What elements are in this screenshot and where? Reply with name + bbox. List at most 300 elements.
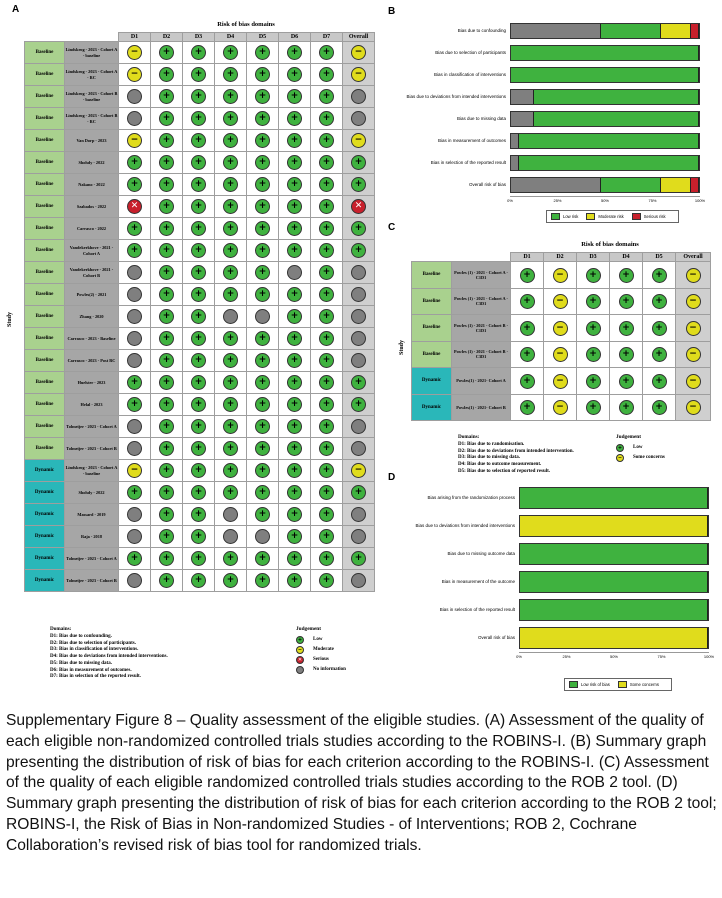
domain-judgement-cell xyxy=(311,548,343,570)
table-row xyxy=(412,368,711,395)
some-judgement-icon: − xyxy=(686,374,701,389)
low-judgement-icon: + xyxy=(287,331,302,346)
low-judgement-icon: + xyxy=(319,353,334,368)
x-tick-label: 75% xyxy=(648,198,657,203)
study-name-cell: Lindskrog - 2023 - Cohort A - baseline xyxy=(65,42,119,64)
domain-judgement-cell xyxy=(119,482,151,504)
stacked-bar xyxy=(519,627,709,649)
legend-swatch xyxy=(586,213,595,220)
low-judgement-icon: + xyxy=(159,155,174,170)
domain-judgement-cell xyxy=(311,130,343,152)
low-judgement-icon: + xyxy=(191,529,206,544)
domain-judgement-cell xyxy=(311,174,343,196)
domain-judgement-cell xyxy=(151,64,183,86)
domain-header-d1: D1 xyxy=(511,253,544,262)
category-label: Bias due to missing data xyxy=(456,116,506,121)
domain-judgement-cell xyxy=(247,372,279,394)
domain-judgement-cell xyxy=(119,416,151,438)
judgement-legend-label: Low xyxy=(633,444,643,450)
low-judgement-icon: + xyxy=(619,347,634,362)
moderate-judgement-icon: − xyxy=(127,45,142,60)
low-judgement-icon: + xyxy=(619,294,634,309)
study-name-cell: Powles(2) - 2021 xyxy=(65,284,119,306)
low-judgement-icon: + xyxy=(255,441,270,456)
low-judgement-icon: + xyxy=(652,268,667,283)
low-judgement-icon: + xyxy=(191,375,206,390)
low-judgement-icon: + xyxy=(319,89,334,104)
panel-a-legend-title: Domains: xyxy=(50,626,72,632)
low-judgement-icon: + xyxy=(223,419,238,434)
domain-judgement-cell xyxy=(151,416,183,438)
panel-a-y-axis-label: Study xyxy=(7,311,13,327)
domain-judgement-cell xyxy=(643,368,676,395)
overall-judgement-cell xyxy=(343,64,375,86)
noinfo-judgement-icon xyxy=(127,331,142,346)
low-judgement-icon: + xyxy=(319,551,334,566)
moderate-judgement-icon: − xyxy=(297,647,303,653)
domain-judgement-cell xyxy=(183,548,215,570)
low-judgement-icon: + xyxy=(287,67,302,82)
moderate-judgement-icon: − xyxy=(351,133,366,148)
low-judgement-icon: + xyxy=(159,331,174,346)
domain-judgement-cell xyxy=(119,42,151,64)
table-row xyxy=(25,196,375,218)
domain-judgement-cell xyxy=(215,416,247,438)
low-judgement-icon: + xyxy=(652,294,667,309)
low-judgement-icon: + xyxy=(319,485,334,500)
noinfo-judgement-icon xyxy=(351,419,366,434)
noinfo-judgement-icon xyxy=(223,507,238,522)
domain-judgement-cell xyxy=(279,526,311,548)
domain-judgement-cell xyxy=(151,504,183,526)
table-row xyxy=(25,262,375,284)
domain-judgement-cell xyxy=(279,196,311,218)
overall-judgement-cell xyxy=(343,328,375,350)
low-judgement-icon: + xyxy=(159,199,174,214)
bar-segment xyxy=(661,24,691,38)
domain-judgement-cell xyxy=(247,108,279,130)
category-label: Bias in selection of the reported result xyxy=(430,160,506,165)
table-row xyxy=(412,394,711,421)
low-judgement-icon: + xyxy=(287,397,302,412)
low-judgement-icon: + xyxy=(652,400,667,415)
low-judgement-icon: + xyxy=(319,221,334,236)
overall-judgement-cell xyxy=(343,350,375,372)
low-judgement-icon: + xyxy=(223,111,238,126)
low-judgement-icon: + xyxy=(191,265,206,280)
domain-judgement-cell xyxy=(151,394,183,416)
table-row xyxy=(25,86,375,108)
bar-segment xyxy=(519,156,699,170)
domain-judgement-cell xyxy=(311,42,343,64)
panel-a-label: A xyxy=(12,4,20,15)
stacked-bar xyxy=(519,515,709,537)
domain-judgement-cell xyxy=(183,196,215,218)
category-cell: Dynamic xyxy=(25,460,65,482)
domain-judgement-cell xyxy=(247,284,279,306)
low-judgement-icon: + xyxy=(223,89,238,104)
chart-legend-item xyxy=(569,682,610,687)
low-judgement-icon: + xyxy=(255,89,270,104)
low-judgement-icon: + xyxy=(159,309,174,324)
stacked-bar xyxy=(519,571,709,593)
legend-swatch xyxy=(551,213,560,220)
moderate-judgement-icon: − xyxy=(351,463,366,478)
table-row xyxy=(25,504,375,526)
low-judgement-icon: + xyxy=(223,221,238,236)
low-judgement-icon: + xyxy=(520,400,535,415)
low-judgement-icon: + xyxy=(127,485,142,500)
domain-judgement-cell xyxy=(215,108,247,130)
low-judgement-icon: + xyxy=(351,243,366,258)
low-judgement-icon: + xyxy=(652,374,667,389)
domain-judgement-cell xyxy=(119,284,151,306)
legend-label: Serious risk xyxy=(643,213,666,219)
overall-judgement-cell xyxy=(343,108,375,130)
domain-judgement-cell xyxy=(151,570,183,592)
domain-judgement-cell xyxy=(279,548,311,570)
low-judgement-icon: + xyxy=(287,375,302,390)
domain-judgement-cell xyxy=(151,482,183,504)
domain-judgement-cell xyxy=(311,64,343,86)
panel-b-label: B xyxy=(388,6,396,17)
domain-judgement-cell xyxy=(247,570,279,592)
category-cell: Baseline xyxy=(25,306,65,328)
domain-header-d7: D7 xyxy=(311,33,343,42)
overall-header: Overall xyxy=(676,253,711,262)
low-judgement-icon: + xyxy=(287,221,302,236)
domain-judgement-cell xyxy=(215,394,247,416)
domain-header-d3: D3 xyxy=(183,33,215,42)
low-judgement-icon: + xyxy=(351,397,366,412)
domain-judgement-cell xyxy=(511,262,544,289)
low-judgement-icon: + xyxy=(586,347,601,362)
domain-legend-item: D4: Bias due to deviations from intended interventions. xyxy=(50,654,168,659)
domain-judgement-cell xyxy=(119,262,151,284)
category-cell: Baseline xyxy=(25,86,65,108)
low-judgement-icon: + xyxy=(619,400,634,415)
low-judgement-icon: + xyxy=(255,551,270,566)
low-judgement-icon: + xyxy=(287,551,302,566)
domain-legend-item: D2: Bias due to deviations from intended intervention. xyxy=(458,448,574,454)
domain-judgement-cell xyxy=(577,341,610,368)
low-judgement-icon: + xyxy=(223,441,238,456)
category-label: Bias in measurement of outcomes xyxy=(437,138,506,143)
low-judgement-icon: + xyxy=(255,287,270,302)
table-row xyxy=(412,288,711,315)
panel-c-label: C xyxy=(388,222,396,233)
low-judgement-icon: + xyxy=(255,155,270,170)
domain-judgement-cell xyxy=(311,218,343,240)
overall-judgement-cell xyxy=(343,394,375,416)
domain-judgement-cell xyxy=(610,315,643,342)
category-label: Bias in selection of the reported result xyxy=(439,607,515,612)
low-judgement-icon: + xyxy=(223,573,238,588)
domain-judgement-cell xyxy=(247,240,279,262)
domain-legend-item: D3: Bias in classification of interventions. xyxy=(50,647,139,653)
table-row xyxy=(25,372,375,394)
table-row xyxy=(25,284,375,306)
low-judgement-icon: + xyxy=(287,155,302,170)
domain-judgement-cell xyxy=(183,130,215,152)
low-judgement-icon: + xyxy=(191,155,206,170)
category-label: Bias due to deviations from intended interventions xyxy=(415,523,515,528)
noinfo-judgement-icon xyxy=(255,529,270,544)
category-cell: Baseline xyxy=(25,240,65,262)
moderate-judgement-icon: − xyxy=(351,45,366,60)
category-cell: Baseline xyxy=(25,196,65,218)
overall-judgement-cell xyxy=(343,218,375,240)
overall-judgement-cell xyxy=(343,526,375,548)
domain-judgement-cell xyxy=(247,218,279,240)
domain-judgement-cell xyxy=(577,368,610,395)
domain-judgement-cell xyxy=(215,460,247,482)
domain-judgement-cell xyxy=(215,570,247,592)
low-judgement-icon: + xyxy=(159,177,174,192)
category-cell: Baseline xyxy=(25,416,65,438)
domain-judgement-cell xyxy=(279,64,311,86)
domain-judgement-cell xyxy=(511,368,544,395)
domain-header-d6: D6 xyxy=(279,33,311,42)
low-judgement-icon: + xyxy=(287,243,302,258)
overall-judgement-cell xyxy=(343,284,375,306)
category-cell: Baseline xyxy=(25,328,65,350)
domain-judgement-cell xyxy=(279,108,311,130)
table-row xyxy=(25,218,375,240)
noinfo-judgement-icon xyxy=(351,265,366,280)
domain-judgement-cell xyxy=(151,174,183,196)
domain-judgement-cell xyxy=(183,262,215,284)
low-judgement-icon: + xyxy=(255,67,270,82)
judgement-legend-item xyxy=(296,665,346,675)
domain-judgement-cell xyxy=(247,350,279,372)
domain-judgement-cell xyxy=(183,504,215,526)
low-judgement-icon: + xyxy=(287,177,302,192)
table-row xyxy=(25,526,375,548)
stacked-bar xyxy=(510,45,700,61)
x-tick-label: 25% xyxy=(553,198,562,203)
domain-judgement-cell xyxy=(215,548,247,570)
category-cell: Baseline xyxy=(25,152,65,174)
domain-judgement-cell xyxy=(311,372,343,394)
category-cell: Dynamic xyxy=(25,482,65,504)
domain-judgement-cell xyxy=(183,460,215,482)
low-judgement-icon: + xyxy=(191,463,206,478)
low-judgement-icon: + xyxy=(351,551,366,566)
low-judgement-icon: + xyxy=(191,133,206,148)
low-judgement-icon: + xyxy=(287,111,302,126)
low-judgement-icon: + xyxy=(319,331,334,346)
bar-segment xyxy=(534,112,699,126)
low-judgement-icon: + xyxy=(159,419,174,434)
noinfo-judgement-icon xyxy=(127,89,142,104)
low-judgement-icon: + xyxy=(520,374,535,389)
judgement-legend-label: Serious xyxy=(313,656,329,662)
table-row xyxy=(25,42,375,64)
category-label: Bias due to selection of participants xyxy=(435,50,506,55)
low-judgement-icon: + xyxy=(255,485,270,500)
domain-judgement-cell xyxy=(151,108,183,130)
category-cell: Baseline xyxy=(25,438,65,460)
overall-judgement-cell xyxy=(343,130,375,152)
bar-segment xyxy=(519,134,699,148)
overall-judgement-cell xyxy=(343,548,375,570)
bar-segment xyxy=(691,24,699,38)
domain-judgement-cell xyxy=(643,288,676,315)
domain-legend-item: D1: Bias due to randomisation. xyxy=(458,441,525,447)
judgement-legend-item xyxy=(296,655,346,665)
domain-judgement-cell xyxy=(544,394,577,421)
study-name-cell: Raja - 2018 xyxy=(65,526,119,548)
stacked-bar xyxy=(519,599,709,621)
low-judgement-icon: + xyxy=(191,507,206,522)
legend-swatch xyxy=(569,681,578,688)
moderate-judgement-icon: − xyxy=(127,463,142,478)
category-label: Bias due to missing outcome data xyxy=(447,551,515,556)
bar-segment xyxy=(511,68,699,82)
study-name-cell: Shohdy - 2022 xyxy=(65,152,119,174)
domain-judgement-cell xyxy=(151,526,183,548)
low-judgement-icon: + xyxy=(319,265,334,280)
panel-a-judgement-legend xyxy=(296,626,346,675)
domain-judgement-cell xyxy=(215,42,247,64)
table-row xyxy=(412,341,711,368)
bar-segment xyxy=(601,24,661,38)
panel-a-title: Risk of bias domains xyxy=(217,21,275,28)
overall-judgement-cell xyxy=(343,482,375,504)
study-name-cell: Lindskrog - 2023 - Cohort B - baseline xyxy=(65,86,119,108)
low-judgement-icon: + xyxy=(319,397,334,412)
serious-judgement-icon: ✕ xyxy=(351,199,366,214)
domain-judgement-cell xyxy=(183,42,215,64)
x-tick-label: 25% xyxy=(562,654,571,659)
judgement-legend-item xyxy=(616,453,665,463)
domain-judgement-cell xyxy=(119,438,151,460)
domain-judgement-cell xyxy=(247,504,279,526)
panel-a-judgement-title: Judgement xyxy=(296,626,322,632)
domain-legend-item: D5: Bias due to selection of reported result. xyxy=(458,468,551,474)
domain-judgement-cell xyxy=(183,526,215,548)
some-judgement-icon: − xyxy=(686,321,701,336)
low-judgement-icon: + xyxy=(586,321,601,336)
category-label: Bias due to deviations from intended interventions xyxy=(406,94,506,99)
low-judgement-icon: + xyxy=(191,485,206,500)
domain-judgement-cell xyxy=(279,42,311,64)
chart-legend-item xyxy=(632,214,666,219)
low-judgement-icon: + xyxy=(159,45,174,60)
category-cell: Baseline xyxy=(25,218,65,240)
low-judgement-icon: + xyxy=(287,529,302,544)
low-judgement-icon: + xyxy=(586,268,601,283)
chart-legend xyxy=(564,678,672,691)
domain-judgement-cell xyxy=(247,416,279,438)
domain-judgement-cell xyxy=(577,262,610,289)
domain-judgement-cell xyxy=(247,438,279,460)
domain-judgement-cell xyxy=(119,174,151,196)
low-judgement-icon: + xyxy=(159,507,174,522)
low-judgement-icon: + xyxy=(287,89,302,104)
low-judgement-icon: + xyxy=(255,221,270,236)
low-judgement-icon: + xyxy=(223,133,238,148)
domain-legend-item: D4: Bias due to outcome measurement. xyxy=(458,462,542,467)
low-judgement-icon: + xyxy=(287,573,302,588)
domain-judgement-cell xyxy=(119,570,151,592)
bar-segment xyxy=(520,600,708,620)
panel-c-domain-legend xyxy=(458,434,574,476)
low-judgement-icon: + xyxy=(159,397,174,412)
noinfo-judgement-icon xyxy=(127,507,142,522)
domain-judgement-cell xyxy=(151,306,183,328)
legend-label: Some concerns xyxy=(629,681,659,687)
low-judgement-icon: + xyxy=(319,573,334,588)
low-judgement-icon: + xyxy=(652,321,667,336)
bar-segment xyxy=(520,628,708,648)
overall-judgement-cell xyxy=(343,86,375,108)
low-judgement-icon: + xyxy=(520,294,535,309)
study-name-cell: Shohdy - 2022 xyxy=(65,482,119,504)
domain-judgement-cell xyxy=(183,174,215,196)
low-judgement-icon: + xyxy=(319,463,334,478)
domain-judgement-cell xyxy=(215,306,247,328)
domain-judgement-cell xyxy=(215,328,247,350)
chart-legend xyxy=(546,210,679,223)
low-judgement-icon: + xyxy=(255,177,270,192)
domain-judgement-cell xyxy=(151,218,183,240)
study-name-cell: Tolmeijer - 2023 - Cohort B xyxy=(65,570,119,592)
panel-d-label: D xyxy=(388,472,396,483)
domain-judgement-cell xyxy=(279,284,311,306)
domain-judgement-cell xyxy=(151,350,183,372)
overall-judgement-cell xyxy=(343,570,375,592)
domain-judgement-cell xyxy=(119,86,151,108)
low-judgement-icon: + xyxy=(159,551,174,566)
domain-judgement-cell xyxy=(247,42,279,64)
low-judgement-icon: + xyxy=(191,243,206,258)
domain-legend-item: D3: Bias due to missing data. xyxy=(458,455,520,461)
low-judgement-icon: + xyxy=(159,441,174,456)
noinfo-judgement-icon xyxy=(351,111,366,126)
study-name-cell: Helal - 2023 xyxy=(65,394,119,416)
category-cell: Baseline xyxy=(412,341,452,368)
panel-c-legend-title: Domains: xyxy=(458,434,480,440)
domain-judgement-cell xyxy=(279,328,311,350)
judgement-legend-label: No information xyxy=(313,666,346,672)
judgement-legend-label: Moderate xyxy=(313,646,334,652)
table-row xyxy=(25,482,375,504)
overall-judgement-cell xyxy=(343,262,375,284)
low-judgement-icon: + xyxy=(223,551,238,566)
domain-judgement-cell xyxy=(247,482,279,504)
domain-judgement-cell xyxy=(215,86,247,108)
domain-judgement-cell xyxy=(311,350,343,372)
domain-judgement-cell xyxy=(119,240,151,262)
overall-judgement-cell xyxy=(343,152,375,174)
domain-judgement-cell xyxy=(311,526,343,548)
low-judgement-icon: + xyxy=(159,529,174,544)
study-name-cell: Powles (1) - 2021 - Cohort B - C3D1 xyxy=(452,341,511,368)
table-row xyxy=(25,328,375,350)
noinfo-judgement-icon xyxy=(287,265,302,280)
domain-judgement-cell xyxy=(151,548,183,570)
low-judgement-icon: + xyxy=(617,445,623,451)
x-axis-line xyxy=(519,652,709,653)
panel-a-traffic-light-table xyxy=(24,32,375,592)
domain-judgement-cell xyxy=(151,372,183,394)
table-row xyxy=(25,108,375,130)
study-name-cell: Tolmeijer - 2023 - Cohort A xyxy=(65,548,119,570)
table-row xyxy=(412,262,711,289)
low-judgement-icon: + xyxy=(127,375,142,390)
